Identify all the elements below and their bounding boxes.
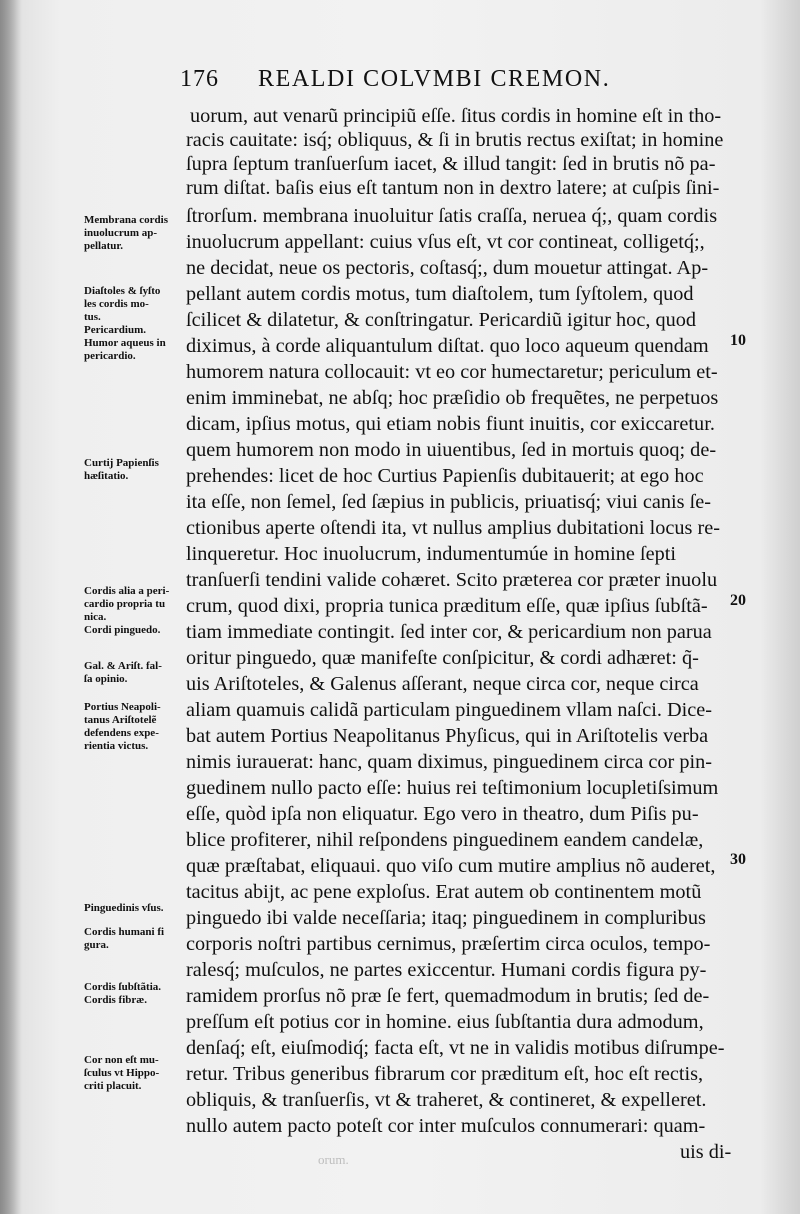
text-line: quem humorem non modo in uiuentibus, ſed in mortuis quoq; de- [186, 439, 717, 461]
running-header [180, 66, 740, 98]
text-line: ne decidat, neue os pectoris, coſtasq́;, dum mouetur attingat. Ap- [186, 257, 709, 279]
text-line: tiam immediate contingit. ſed inter cor, & pericardium non parua [186, 621, 712, 643]
text-line: obliquis, & tranſuerſis, vt & traheret, & contineret, & expelleret. [186, 1089, 707, 1111]
text-line: rum diſtat. baſis eius eſt tantum non in dextro latere; at cuſpis ſini- [186, 177, 720, 199]
text-line: ita eſſe, non ſemel, ſed ſæpius in publicis, priuatisq́; viui canis ſe- [186, 491, 711, 513]
text-line: denſaq́; eſt, eiuſmodiq́; facta eſt, vt ne in validis motibus diſrumpe- [186, 1037, 725, 1059]
text-line: quæ præſtabat, eliquaui. quo viſo cum mutire amplius nõ auderet, [186, 855, 716, 877]
text-line: diximus, à corde aliquantulum diſtat. quo loco aqueum quendam [186, 335, 709, 357]
text-line: pinguedo ibi valde neceſſaria; itaq; pinguedinem in compluribus [186, 907, 706, 929]
text-line: enim imminebat, ne abſq; hoc præſidio ob frequẽtes, ne perpetuos [186, 387, 719, 409]
text-line: guedinem nullo pacto eſſe: huius rei teſtimonium locupletiſsimum [186, 777, 719, 799]
marginal-note: Cordis alia a peri- cardio propria tu nica. Cordi pinguedo. [84, 585, 170, 636]
text-line: preſſum eſt potius cor in homine. eius ſubſtantia dura admodum, [186, 1011, 704, 1033]
text-line: oritur pinguedo, quæ manifeſte conſpicitur, & cordi adhæret: q̃- [186, 647, 699, 669]
text-line: uorum, aut venarũ principiũ eſſe. ſitus cordis in homine eſt in tho- [190, 105, 722, 127]
marginal-note: Pinguedinis vſus. [84, 902, 164, 914]
text-line: racis cauitate: isq́; obliquus, & ſi in brutis rectus exiſtat; in homine [186, 129, 724, 151]
text-line: aliam quamuis calidã particulam pinguedinem vllam naſci. Dice- [186, 699, 713, 721]
text-line: bat autem Portius Neapolitanus Phyſicus, qui in Ariſtotelis verba [186, 725, 709, 747]
running-title: REALDI COLVMBI CREMON. [258, 66, 611, 92]
text-line: tranſuerſi tendini valide cohæret. Scito præterea cor præter inuolu [186, 569, 718, 591]
marginal-note: Curtij Papienſis hæſitatio. [84, 457, 159, 482]
marginal-note: Diaſtoles & ſyſto les cordis mo- tus. Pericardium. Humor aqueus in pericardio. [84, 285, 166, 362]
line-number: 30 [730, 851, 746, 868]
text-line: ramidem prorſus nõ præ ſe fert, quemadmodum in brutis; ſed de- [186, 985, 710, 1007]
text-line: ſupra ſeptum tranſuerſum iacet, & illud tangit: ſed in brutis nõ pa- [186, 153, 716, 175]
text-line-catchword: uis di- [680, 1141, 732, 1163]
text-line: prehendes: licet de hoc Curtius Papienſis dubitauerit; at ego hoc [186, 465, 704, 487]
marginal-note: Portius Neapoli- tanus Ariſtotelẽ defendens expe- rientia victus. [84, 701, 161, 752]
marginal-note: Membrana cordis inuolucrum ap- pellatur. [84, 214, 169, 252]
show-through-text: orum. [318, 1152, 349, 1167]
text-line: ralesq́; muſculos, ne partes exiccentur. Humani cordis figura py- [186, 959, 707, 981]
marginal-note: Gal. & Ariſt. fal- ſa opinio. [84, 660, 162, 685]
text-line: humorem natura collocauit: vt eo cor humectaretur; periculum et- [186, 361, 718, 383]
text-line: ſtrorſum. membrana inuoluitur ſatis craſſa, neruea q́;, quam cordis [186, 205, 718, 227]
marginal-note: Cordis humani fi gura. [84, 926, 165, 951]
gutter-shadow [0, 0, 22, 1214]
line-number: 20 [730, 592, 746, 609]
text-line: retur. Tribus generibus fibrarum cor præditum eſt, hoc eſt rectis, [186, 1063, 704, 1085]
text-line: ſcilicet & dilatetur, & conſtringatur. Pericardiũ igitur hoc, quod [186, 309, 697, 331]
text-line: ctionibus aperte oſtendi ita, vt nullus amplius dubitationi locus re- [186, 517, 720, 539]
text-line: eſſe, quòd ipſa non eliquatur. Ego vero in theatro, dum Piſis pu- [186, 803, 699, 825]
text-line: corporis noſtri partibus cernimus, præſertim circa oculos, tempo- [186, 933, 711, 955]
page-number: 176 [180, 66, 219, 92]
text-line: pellant autem cordis motus, tum diaſtolem, tum ſyſtolem, quod [186, 283, 694, 305]
text-line: nullo autem pacto poteſt cor inter muſculos connumerari: quam- [186, 1115, 706, 1137]
text-line: crum, quod dixi, propria tunica præditum eſſe, quæ ipſius ſubſtã- [186, 595, 708, 617]
line-number: 10 [730, 332, 746, 349]
text-line: linqueretur. Hoc inuolucrum, indumentumúe in homine ſepti [186, 543, 677, 565]
text-line: dicam, ipſius motus, qui etiam nobis fiunt inuitis, cor exiccaretur. [186, 413, 715, 435]
text-line: blice profiterer, nihil reſpondens pinguedinem eandem candelæ, [186, 829, 704, 851]
text-line: uis Ariſtoteles, & Galenus aſſerant, neque circa cor, neque circa [186, 673, 699, 695]
marginal-note: Cordis ſubſtãtia. Cordis fibræ. [84, 981, 162, 1006]
marginal-note: Cor non eſt mu- ſculus vt Hippo- criti placuit. [84, 1054, 160, 1092]
text-line: tacitus abijt, ac pene exploſus. Erat autem ob continentem motũ [186, 881, 702, 903]
text-line: nimis iurauerat: hanc, quam diximus, pinguedinem circa cor pin- [186, 751, 713, 773]
text-line: inuolucrum appellant: cuius vſus eſt, vt cor contineat, colligetq́;, [186, 231, 705, 253]
